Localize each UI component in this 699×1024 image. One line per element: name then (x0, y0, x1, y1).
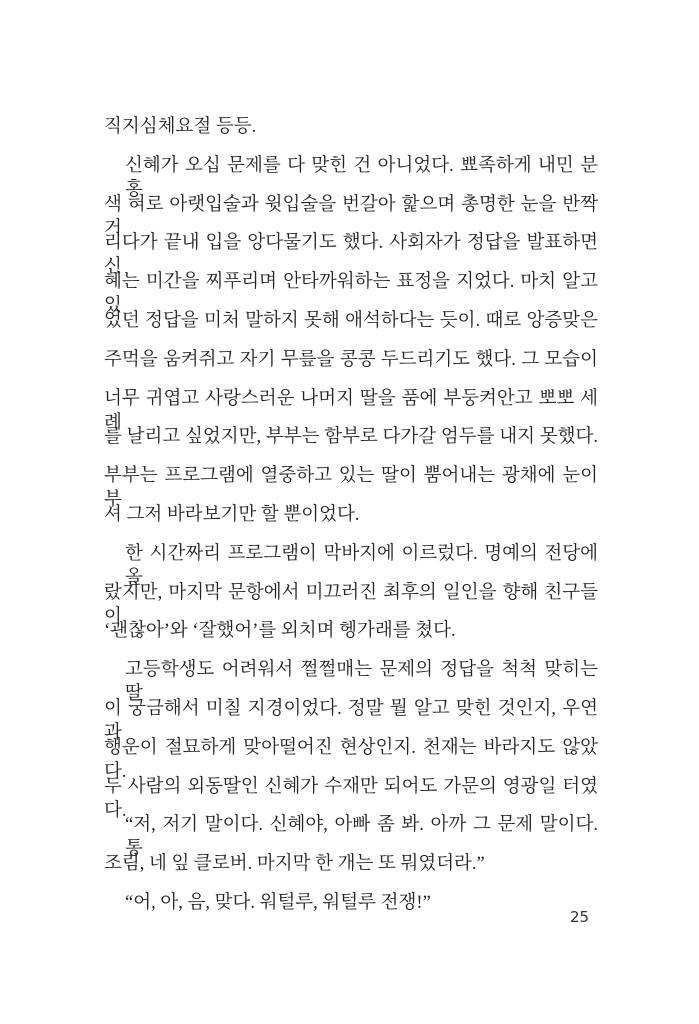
text-line: 리다가 끝내 입을 앙다물기도 했다. 사회자가 정답을 발표하면 신 (104, 233, 598, 278)
page-number: 25 (570, 908, 590, 926)
text-line: 조림, 네 잎 클로버. 마지막 한 개는 또 뭐였더라.” (104, 854, 485, 875)
text-line: 이 궁금해서 미칠 지경이었다. 정말 뭘 알고 맞힌 것인지, 우연과 (104, 699, 598, 743)
text-line: 랐지만, 마지막 문항에서 미끄러진 최후의 일인을 향해 친구들이 (104, 582, 598, 627)
text-line: 색 혀로 아랫입술과 윗입술을 번갈아 핥으며 총명한 눈을 반짝거 (104, 194, 598, 239)
text-line: 두 사람의 외동딸인 신혜가 수재만 되어도 가문의 영광일 터였다. (104, 776, 598, 821)
text-line: “저, 저기 말이다. 신혜야, 아빠 좀 봐. 아까 그 문제 말이다. 통 (125, 815, 598, 860)
text-line: 너무 귀엽고 사랑스러운 나머지 딸을 품에 부둥켜안고 뽀뽀 세례 (104, 388, 598, 433)
text-line: 직지심체요절 등등. (104, 117, 257, 137)
text-line: 한 시간짜리 프로그램이 막바지에 이르렀다. 명예의 전당에 올 (125, 543, 598, 588)
text-line: 행운이 절묘하게 맞아떨어진 현상인지. 천재는 바라지도 않았다. (104, 737, 598, 782)
text-line: 주먹을 움켜쥐고 자기 무릎을 콩콩 두드리기도 했다. 그 모습이 (104, 349, 598, 370)
text-line: 를 날리고 싶었지만, 부부는 함부로 다가갈 엄두를 내지 못했다. (104, 427, 598, 448)
text-line: 셔 그저 바라보기만 할 뿐이었다. (104, 505, 360, 525)
text-line: 혜는 미간을 찌푸리며 안타까워하는 표정을 지었다. 마치 알고 있 (104, 272, 598, 317)
text-line: 부부는 프로그램에 열중하고 있는 딸이 뿜어내는 광채에 눈이 부 (104, 466, 598, 511)
text-line: 었던 정답을 미처 말하지 못해 애석하다는 듯이. 때로 앙증맞은 (104, 311, 598, 331)
text-line: ‘괜찮아’와 ‘잘했어’를 외치며 헹가래를 쳤다. (104, 621, 456, 642)
text-line: 고등학생도 어려워서 쩔쩔매는 문제의 정답을 척척 맞히는 딸 (125, 660, 598, 705)
text-line: 신혜가 오십 문제를 다 맞힌 건 아니었다. 뾰족하게 내민 분홍 (125, 155, 598, 200)
text-line: “어, 아, 음, 맞다. 워털루, 워털루 전쟁!” (125, 893, 431, 913)
